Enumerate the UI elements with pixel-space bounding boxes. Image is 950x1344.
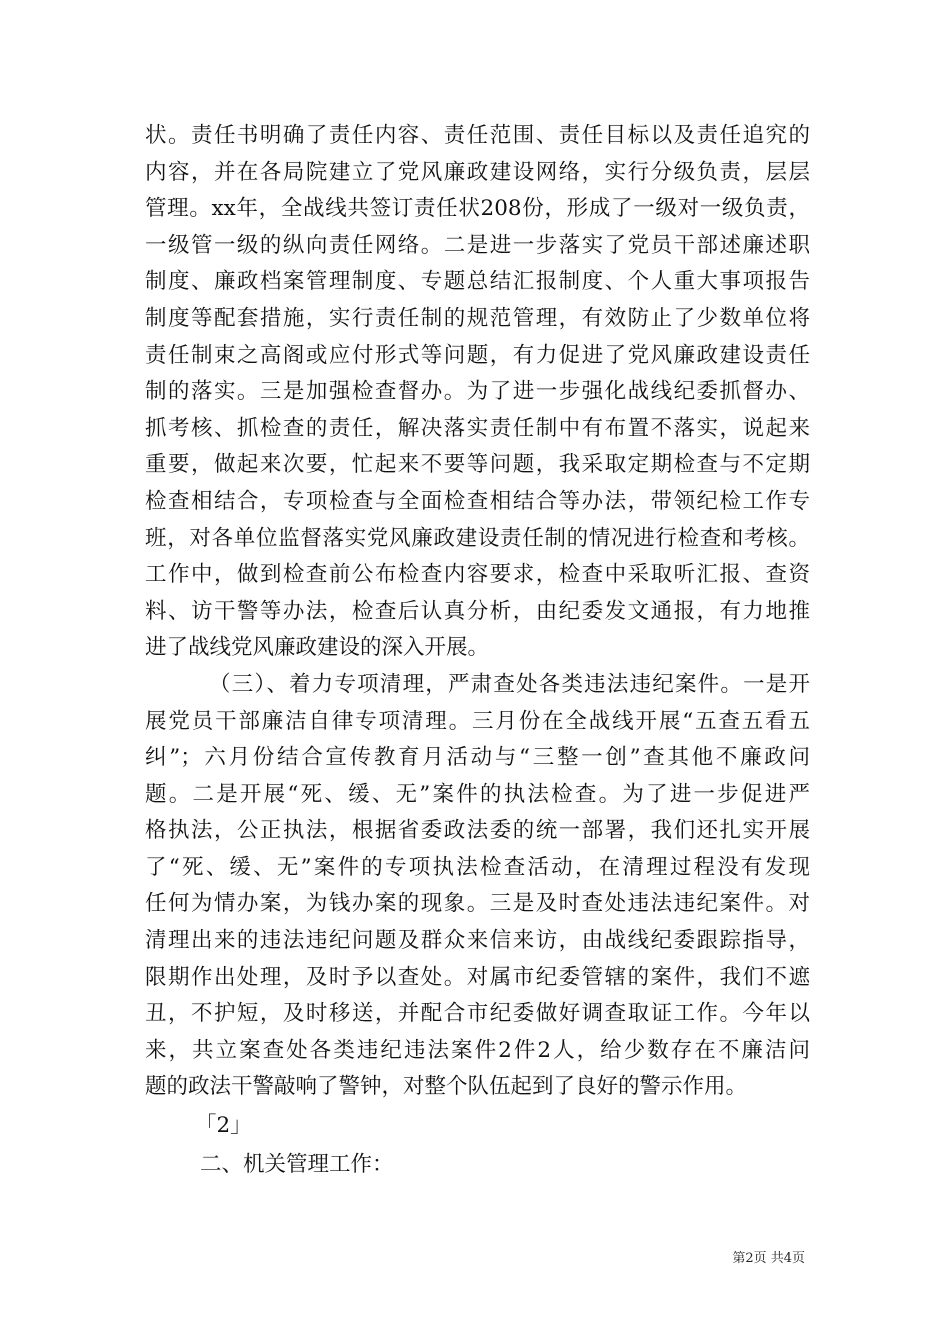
text-line: 限期作出处理，及时予以查处。对属市纪委管辖的案件，我们不遮 bbox=[145, 964, 810, 990]
text-line: 抓考核、抓检查的责任，解决落实责任制中有布置不落实，说起来 bbox=[145, 415, 810, 441]
text-line: 题的政法干警敲响了警钟，对整个队伍起到了良好的警示作用。 bbox=[145, 1074, 748, 1100]
section-heading: 二、机关管理工作： bbox=[200, 1151, 394, 1177]
text-line: 进了战线党风廉政建设的深入开展。 bbox=[145, 635, 490, 661]
text-line: 制度、廉政档案管理制度、专题总结汇报制度、个人重大事项报告 bbox=[145, 269, 810, 295]
paragraph-2 bbox=[145, 667, 810, 1106]
text-line: 检查相结合，专项检查与全面检查相结合等办法，带领纪检工作专 bbox=[145, 488, 810, 514]
text-line: 展党员干部廉洁自律专项清理。三月份在全战线开展“五查五看五 bbox=[145, 708, 810, 734]
text-line: 一级管一级的纵向责任网络。二是进一步落实了党员干部述廉述职 bbox=[145, 232, 810, 258]
text-line: 料、访干警等办法，检查后认真分析，由纪委发文通报，有力地推 bbox=[145, 598, 810, 624]
text-line: 制的落实。三是加强检查督办。为了进一步强化战线纪委抓督办、 bbox=[145, 379, 810, 405]
text-line: 制度等配套措施，实行责任制的规范管理，有效防止了少数单位将 bbox=[145, 305, 810, 331]
text-line: 了“死、缓、无”案件的专项执法检查活动，在清理过程没有发现 bbox=[145, 854, 810, 880]
page-footer: 第2页 共4页 bbox=[732, 1251, 805, 1266]
text-line: 纠”；六月份结合宣传教育月活动与“三整一创”查其他不廉政问 bbox=[145, 745, 810, 771]
text-line: 责任制束之高阁或应付形式等问题，有力促进了党风廉政建设责任 bbox=[145, 342, 810, 368]
text-line: 管理。xx年，全战线共签订责任状208份，形成了一级对一级负责， bbox=[145, 196, 810, 222]
text-line: 格执法，公正执法，根据省委政法委的统一部署，我们还扎实开展 bbox=[145, 818, 810, 844]
text-line: （三）、着力专项清理，严肃查处各类违法违纪案件。一是开 bbox=[209, 671, 810, 697]
text-line: 内容，并在各局院建立了党风廉政建设网络，实行分级负责，层层 bbox=[145, 159, 810, 185]
paragraph-1 bbox=[145, 118, 810, 667]
text-line: 丑，不护短，及时移送，并配合市纪委做好调查取证工作。今年以 bbox=[145, 1001, 810, 1027]
text-line: 重要，做起来次要，忙起来不要等问题，我采取定期检查与不定期 bbox=[145, 452, 810, 478]
text-line: 题。二是开展“死、缓、无”案件的执法检查。为了进一步促进严 bbox=[145, 781, 810, 807]
text-line: 状。责任书明确了责任内容、责任范围、责任目标以及责任追究的 bbox=[145, 123, 810, 148]
text-line: 班，对各单位监督落实党风廉政建设责任制的情况进行检查和考核。 bbox=[145, 525, 810, 551]
page-marker: 「2」 bbox=[195, 1113, 252, 1139]
text-line: 来，共立案查处各类违纪违法案件2件2人，给少数存在不廉洁问 bbox=[145, 1037, 810, 1063]
text-line: 任何为情办案，为钱办案的现象。三是及时查处违法违纪案件。对 bbox=[145, 891, 810, 917]
text-line: 工作中，做到检查前公布检查内容要求，检查中采取听汇报、查资 bbox=[145, 562, 810, 588]
text-line: 清理出来的违法违纪问题及群众来信来访，由战线纪委跟踪指导， bbox=[145, 928, 810, 954]
document-body bbox=[145, 118, 810, 1183]
